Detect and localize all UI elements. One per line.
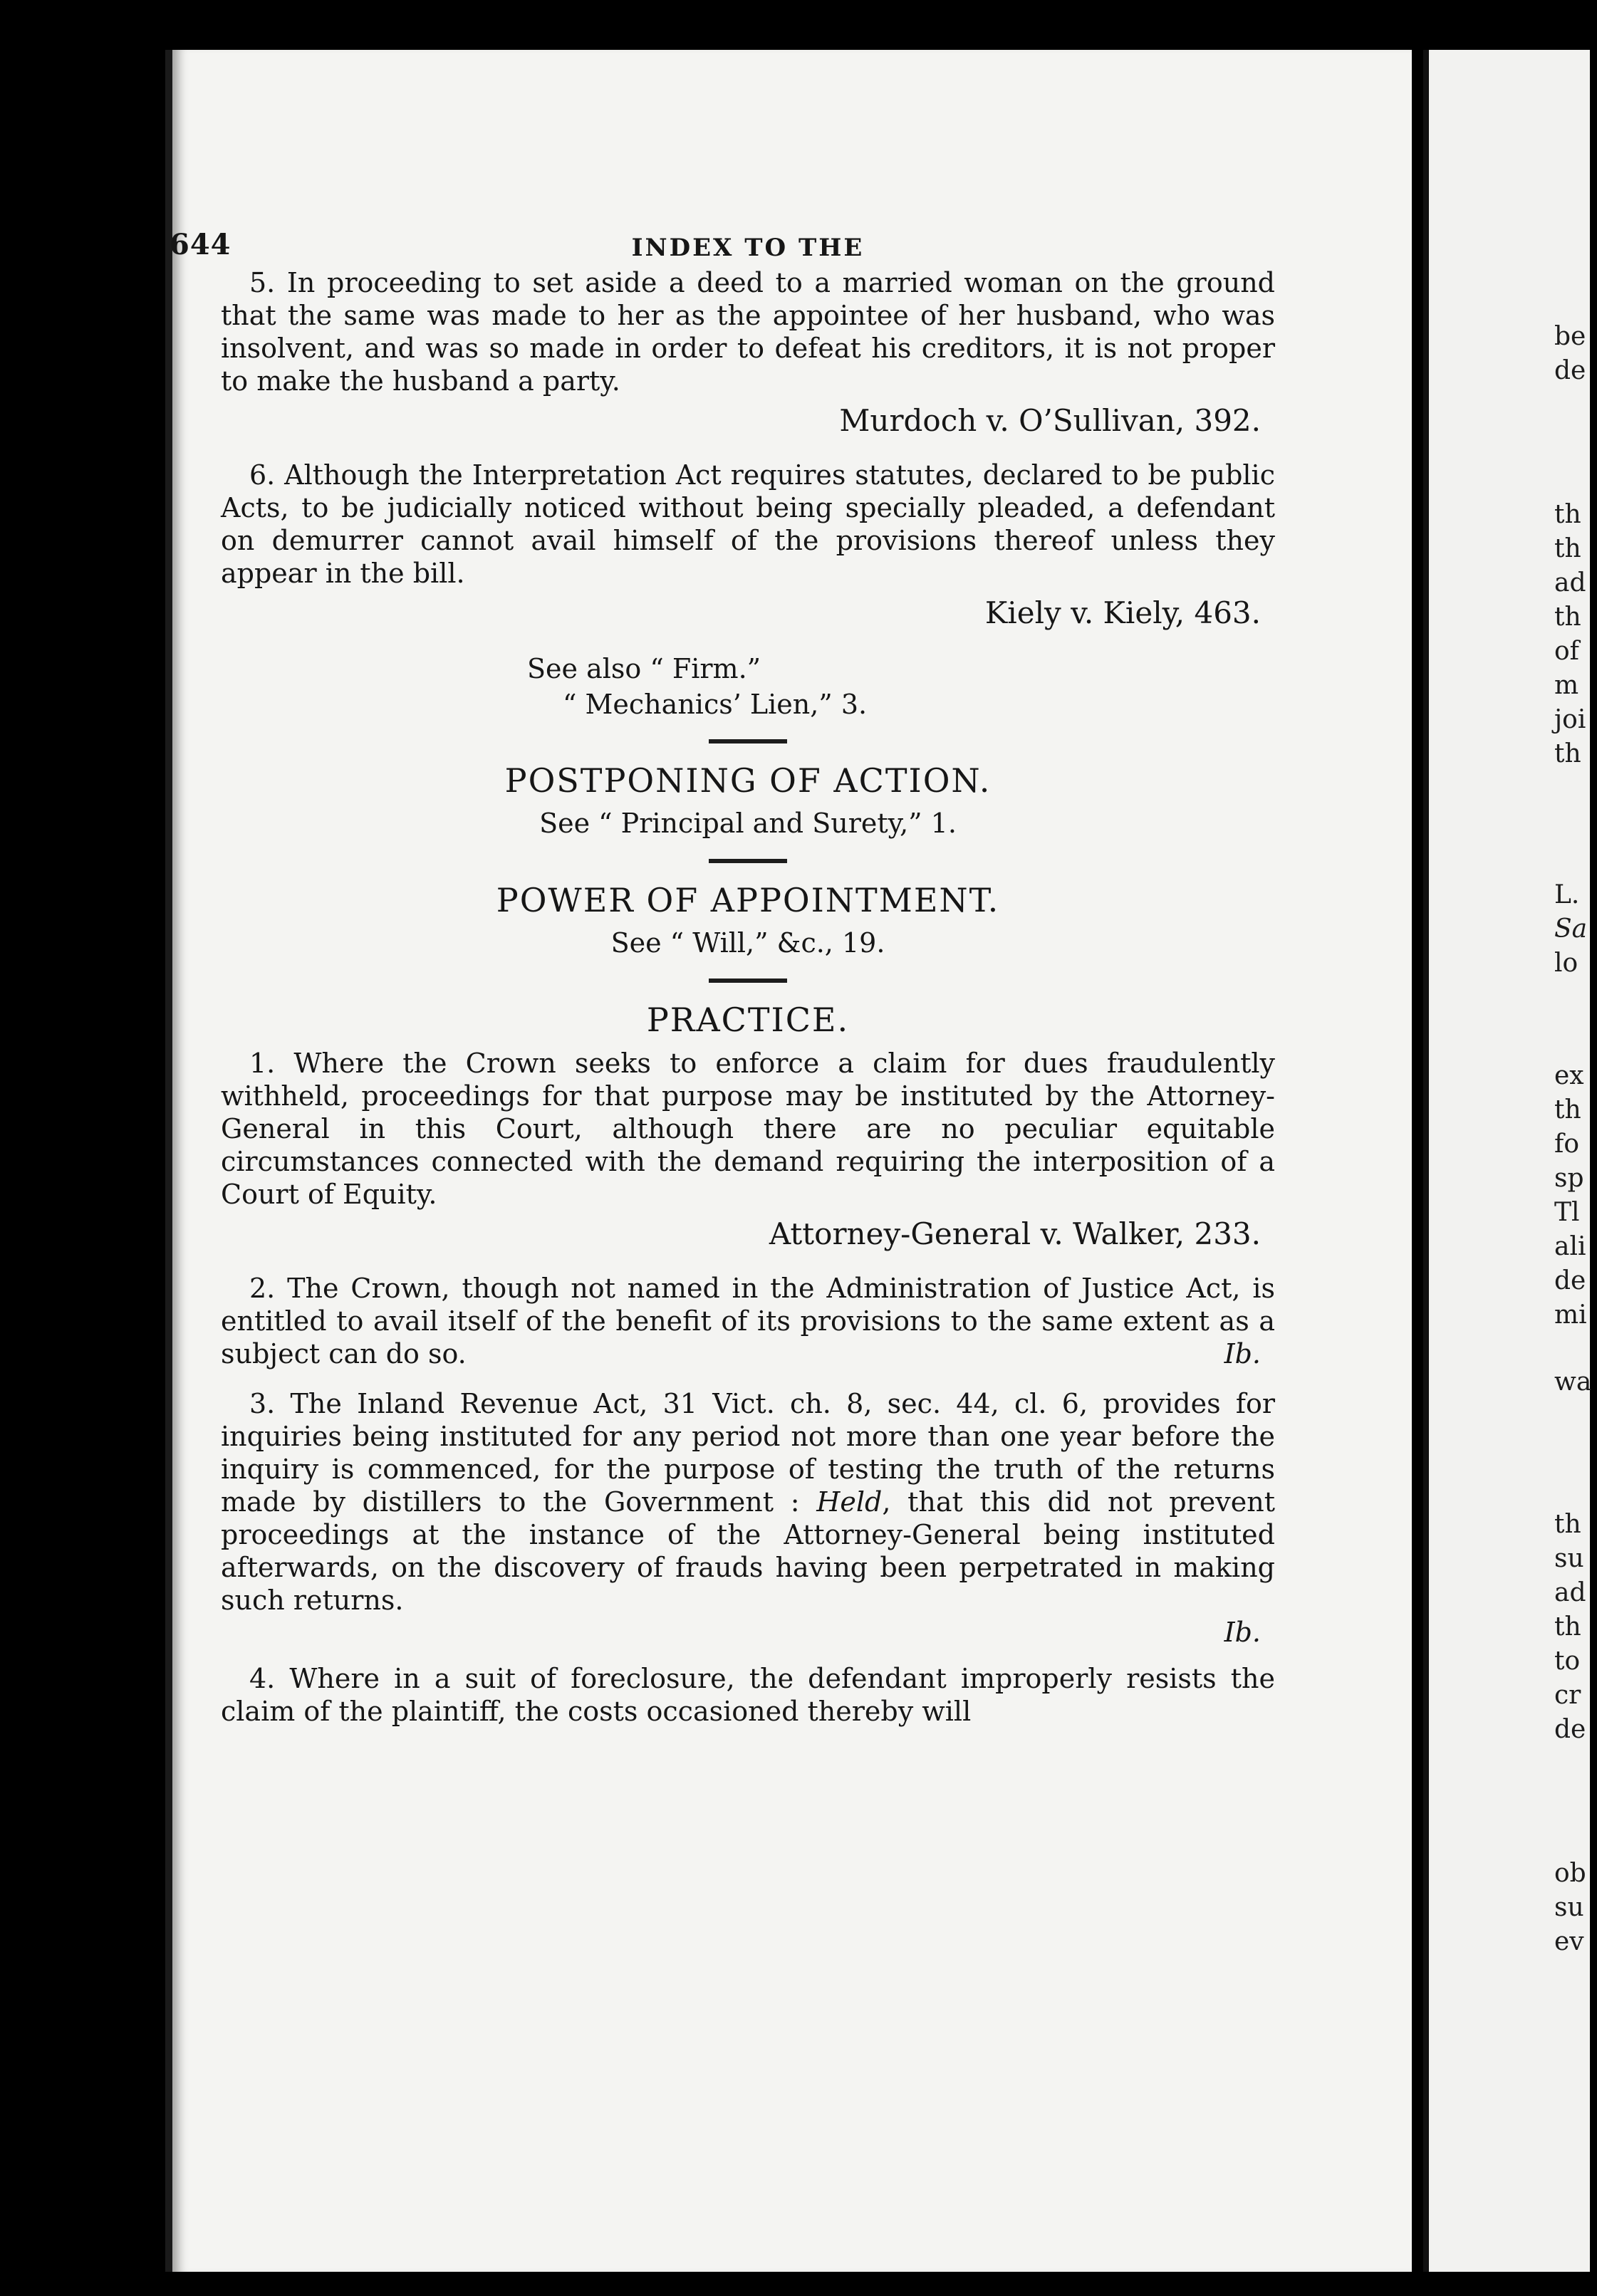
fragment: cr bbox=[1554, 1681, 1581, 1710]
fragment: ad bbox=[1554, 568, 1586, 598]
fragment: mi bbox=[1554, 1300, 1587, 1330]
fragment: su bbox=[1554, 1893, 1584, 1922]
heading-postponing-of-action: POSTPONING OF ACTION. bbox=[504, 761, 992, 800]
fragment: th bbox=[1554, 500, 1581, 529]
fragment: th bbox=[1554, 739, 1581, 768]
fragment: th bbox=[1554, 534, 1581, 563]
practice-entry-3 bbox=[221, 1387, 1275, 1617]
fragment: th bbox=[1554, 1612, 1581, 1642]
fragment: lo bbox=[1554, 949, 1578, 978]
entry-6-citation: Kiely v. Kiely, 463. bbox=[984, 595, 1261, 630]
fragment: Tl bbox=[1554, 1198, 1580, 1227]
section-divider bbox=[709, 859, 787, 863]
entry-5-citation: Murdoch v. O’Sullivan, 392. bbox=[839, 403, 1261, 438]
fragment: to bbox=[1554, 1647, 1581, 1676]
entry-5-text: 5. In proceeding to set aside a deed to a married woman on the ground that the same was made to her as the appointee of her husband, who was insolvent, and was so made in order to defeat his creditors, it is not proper to make the husband a party. bbox=[221, 267, 1275, 397]
practice-entry-2 bbox=[221, 1272, 1275, 1370]
practice-entry-1: 1. Where the Crown seeks to enforce a claim for dues fraudulently withheld, proceedings for that purpose may be instituted by the Attorney-General in this Court, although there are no peculiar equitable circumstances connected with the demand requiring the interposition of a Court of Equity. bbox=[221, 1048, 1275, 1210]
fragment: L. bbox=[1554, 880, 1580, 909]
page-content bbox=[170, 214, 1275, 1728]
fragment: m bbox=[1554, 671, 1579, 700]
heading-practice: PRACTICE. bbox=[646, 1001, 850, 1039]
fragment: sp bbox=[1554, 1164, 1584, 1193]
see-will: See “ Will,” &c., 19. bbox=[610, 927, 885, 959]
practice-entry-2-ib: Ib. bbox=[1224, 1338, 1261, 1369]
see-also-firm: See also “ Firm.” bbox=[527, 653, 761, 684]
fragment: de bbox=[1554, 1715, 1586, 1744]
see-also-block bbox=[221, 651, 1275, 722]
fragment: th bbox=[1554, 602, 1581, 632]
fragment: de bbox=[1554, 356, 1586, 385]
practice-entry-1-citation: Attorney-General v. Walker, 233. bbox=[769, 1216, 1261, 1251]
fragment: ev bbox=[1554, 1927, 1584, 1956]
fragment: Sa bbox=[1554, 914, 1588, 944]
fragment: su bbox=[1554, 1544, 1584, 1573]
fragment: th bbox=[1554, 1510, 1581, 1539]
section-divider bbox=[709, 739, 787, 743]
fragment: ob bbox=[1554, 1859, 1586, 1888]
running-head bbox=[170, 214, 1275, 263]
practice-entry-3-held: Held bbox=[816, 1486, 883, 1518]
page-number: 644 bbox=[170, 228, 232, 261]
practice-entry-3-text-a: 3. The Inland Revenue Act, 31 Vict. ch. 8, sec. 44, cl. 6, provides for inquiries being instituted for any period not more than one year before the inquiry is commenced, for the purpose of testing the truth of the returns made by distillers to the Government : bbox=[221, 1388, 1275, 1518]
fragment: joi bbox=[1554, 705, 1586, 734]
see-principal-and-surety: See “ Principal and Surety,” 1. bbox=[539, 808, 957, 839]
fragment: ad bbox=[1554, 1578, 1586, 1607]
entry-6-text: 6. Although the Interpretation Act requires statutes, declared to be public Acts, to be judicially noticed without being specially pleaded, a defendant on demurrer cannot avail himself of the provisions thereof unless they appear in the bill. bbox=[221, 459, 1275, 589]
fragment: de bbox=[1554, 1266, 1586, 1295]
fragment: be bbox=[1554, 322, 1586, 351]
practice-entry-3-ib: Ib. bbox=[1224, 1617, 1261, 1648]
section-divider bbox=[709, 979, 787, 983]
practice-entry-4: 4. Where in a suit of foreclosure, the defendant improperly resists the claim of the plaintiff, the costs occasioned thereby will bbox=[221, 1663, 1275, 1727]
spacer bbox=[221, 1370, 1275, 1387]
fragment: ex bbox=[1554, 1061, 1584, 1090]
fragment: ali bbox=[1554, 1232, 1586, 1261]
fragment: fo bbox=[1554, 1129, 1579, 1159]
running-title: INDEX TO THE bbox=[631, 234, 865, 262]
practice-entry-2-text: 2. The Crown, though not named in the Administration of Justice Act, is entitled to avail itself of the benefit of its provisions to the same extent as a subject can do so. bbox=[221, 1273, 1275, 1369]
fragment: of bbox=[1554, 637, 1579, 666]
fragment: th bbox=[1554, 1095, 1581, 1124]
heading-power-of-appointment: POWER OF APPOINTMENT. bbox=[496, 881, 1000, 919]
practice-entry-3-text-b: , that this did not prevent proceedings at the instance of the Attorney-General being instituted afterwards, on the discovery of frauds having been perpetrated in making such returns. bbox=[221, 1486, 1275, 1616]
fragment: wa bbox=[1554, 1367, 1592, 1397]
see-also-mechanics-lien: “ Mechanics’ Lien,” 3. bbox=[563, 689, 868, 720]
